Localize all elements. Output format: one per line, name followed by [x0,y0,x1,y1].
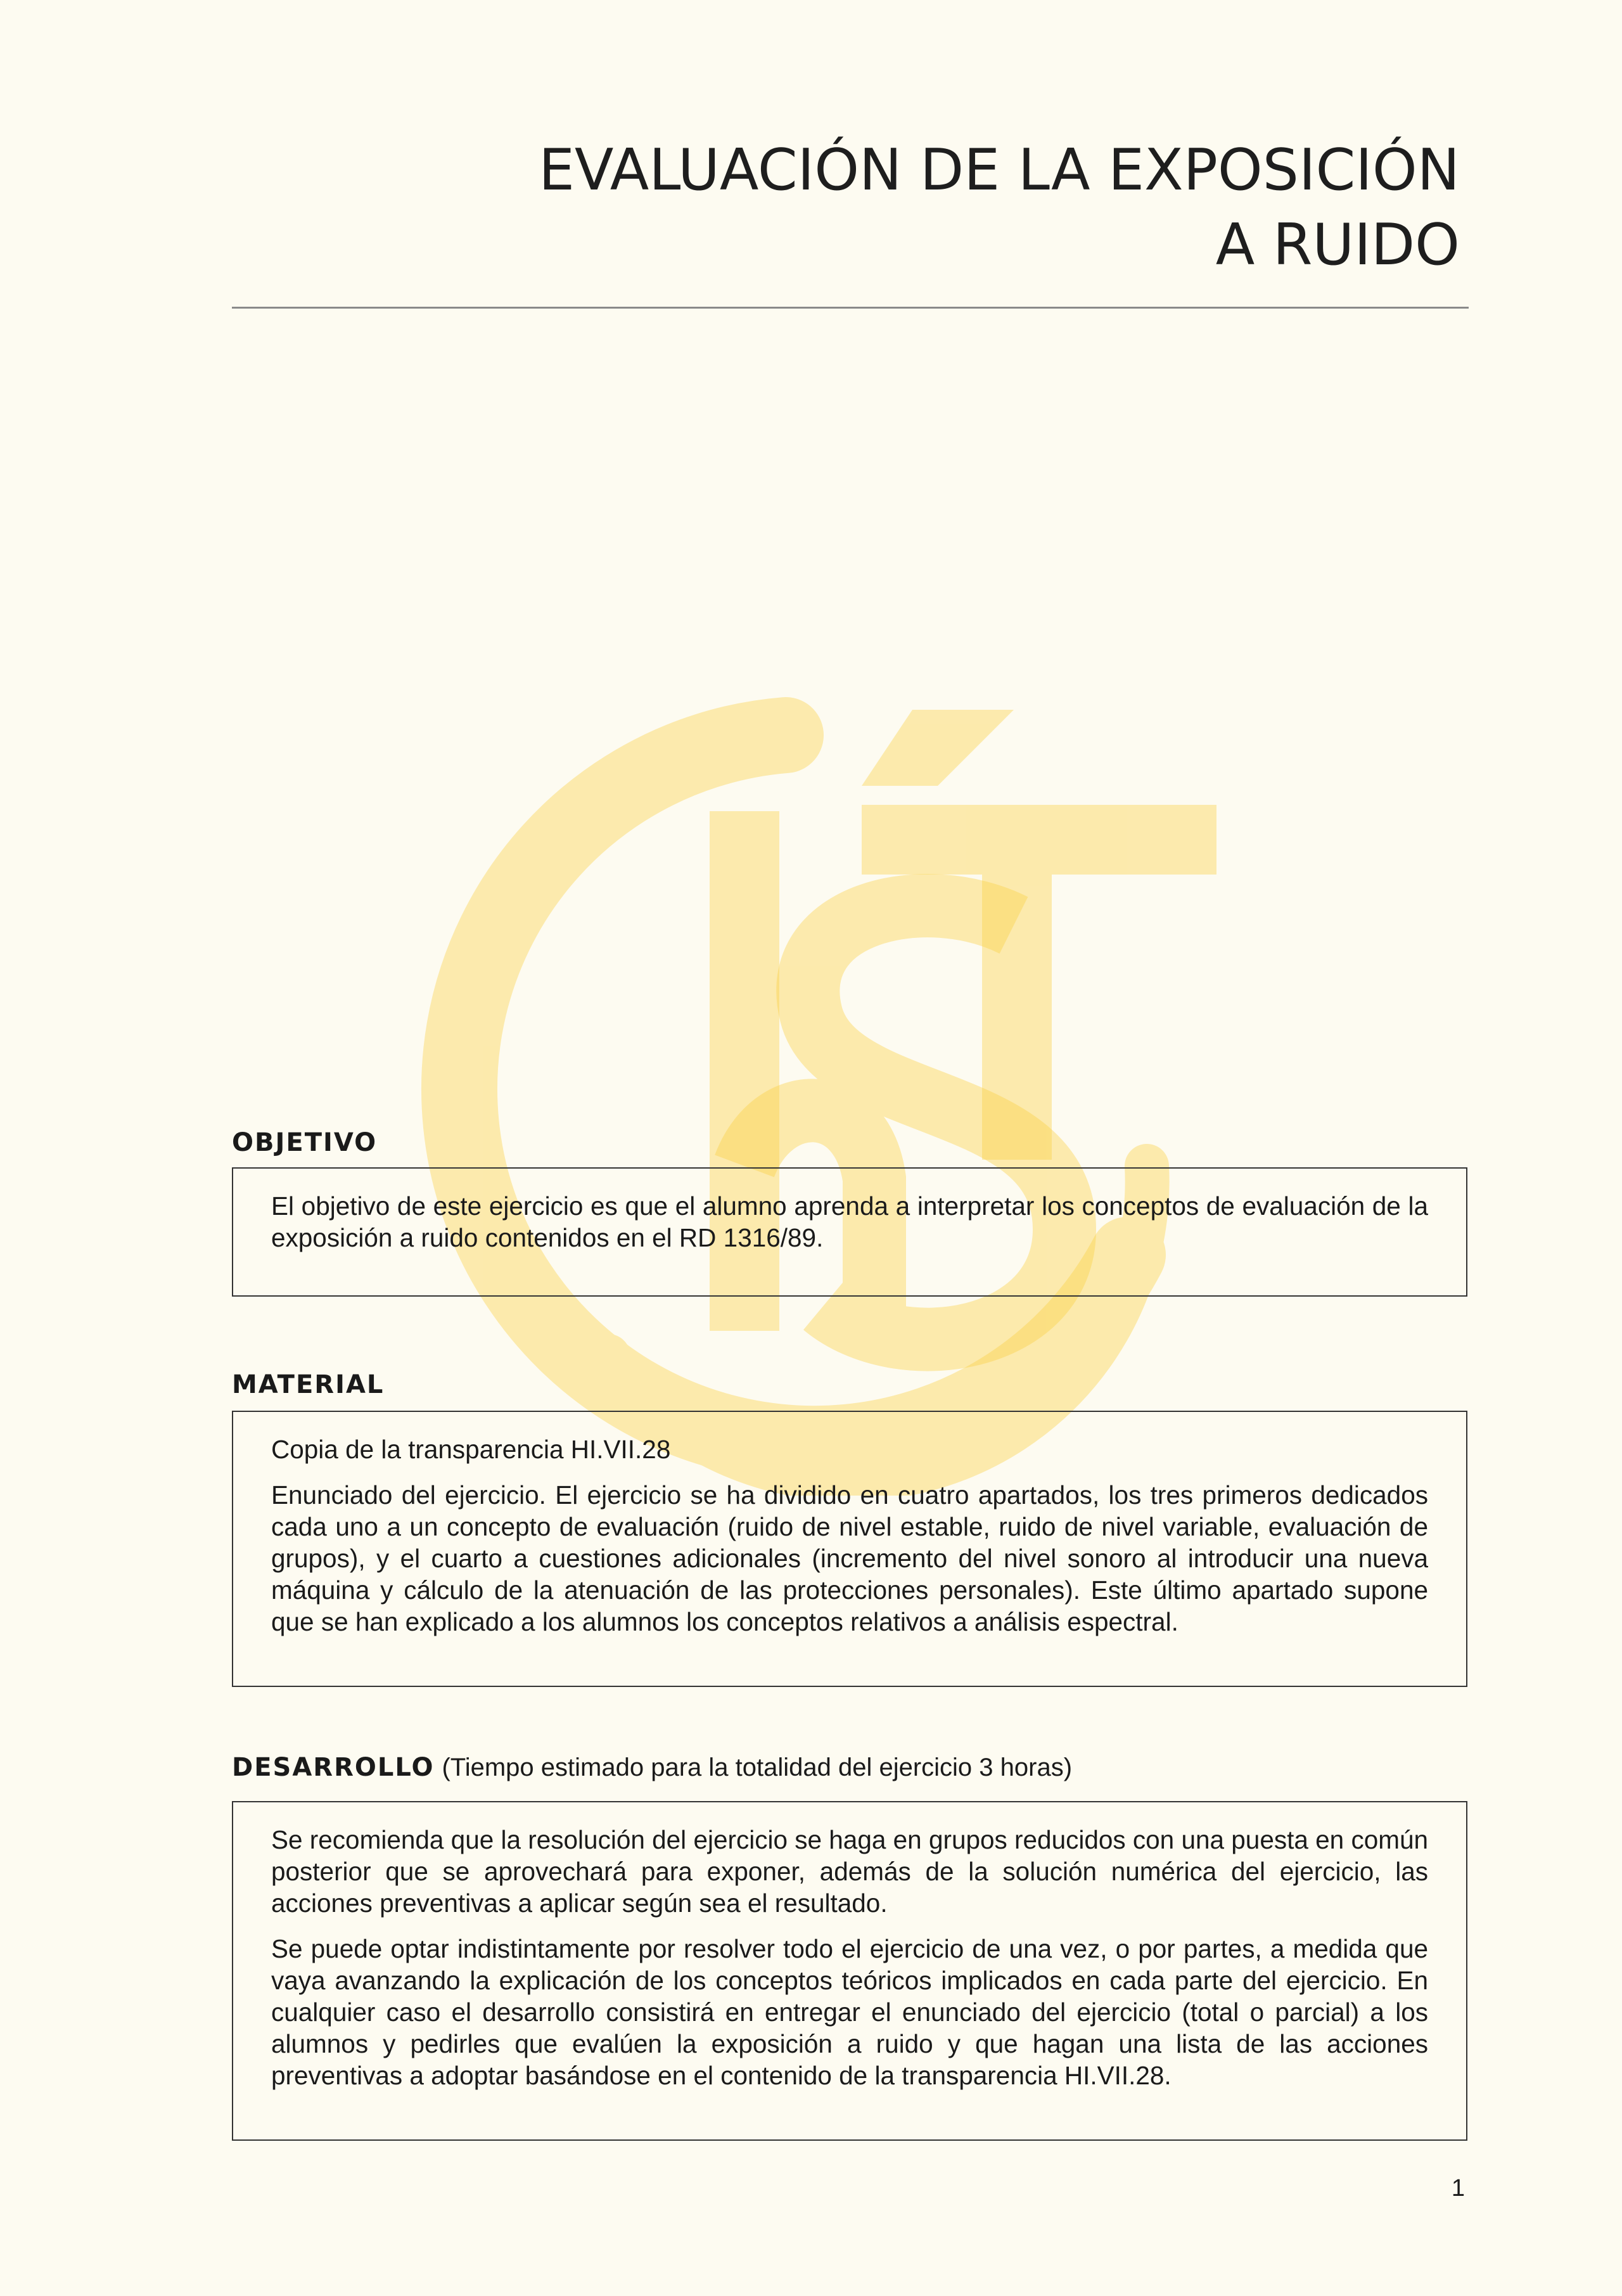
title-divider [232,307,1469,309]
desarrollo-time-note: (Tiempo estimado para la totalidad del ejercicio 3 horas) [442,1754,1073,1781]
insht-logo-watermark-icon [380,684,1280,1496]
page-number: 1 [1451,2175,1465,2202]
section-heading-material: MATERIAL [232,1370,385,1399]
section-box-material [232,1411,1467,1687]
section-heading-objetivo: OBJETIVO [232,1128,378,1157]
material-paragraph-2: Enunciado del ejercicio. El ejercicio se ha dividido en cuatro apartados, los tres primeros dedicados cada uno a un concepto de evaluación (ruido de nivel estable, ruido de nivel variable, evaluación de grupos), y el cuarto a cuestiones adicionales (incremento del nivel sonoro al introducir una nueva máquina y cálculo de la atenuación de las protecciones personales). Este último apartado supone que se han explicado a los alumnos los conceptos relativos a análisis espectral. [271,1480,1428,1636]
title-line-1: EVALUACIÓN DE LA EXPOSICIÓN [539,137,1460,203]
section-box-objetivo [232,1167,1467,1297]
section-box-desarrollo [232,1801,1467,2141]
desarrollo-paragraph-1: Se recomienda que la resolución del ejercicio se haga en grupos reducidos con una puesta en común posterior que se aprovechará para exponer, además de la solución numérica del ejercicio, las acciones preventivas a aplicar según sea el resultado. [271,1825,1428,1918]
section-heading-desarrollo: DESARROLLO (Tiempo estimado para la totalidad del ejercicio 3 horas) [232,1753,1073,1782]
objetivo-paragraph-1: El objetivo de este ejercicio es que el alumno aprenda a interpretar los conceptos de evaluación de la exposición a ruido contenidos en el RD 1316/89. [271,1191,1428,1252]
material-paragraph-1: Copia de la transparencia HI.VII.28 [271,1435,671,1464]
document-title [539,133,1460,283]
title-line-2: A RUIDO [1215,212,1460,278]
desarrollo-paragraph-2: Se puede optar indistintamente por resolver todo el ejercicio de una vez, o por partes, a medida que vaya avanzando la explicación de los conceptos teóricos implicados en cada parte del ejercicio. En cualquier caso el desarrollo consistirá en entregar el enunciado del ejercicio (total o parcial) a los alumnos y pedirles que evalúen la exposición a ruido y que hagan una lista de las acciones preventivas a adoptar basándose en el contenido de la transparencia HI.VII.28. [271,1934,1428,2090]
